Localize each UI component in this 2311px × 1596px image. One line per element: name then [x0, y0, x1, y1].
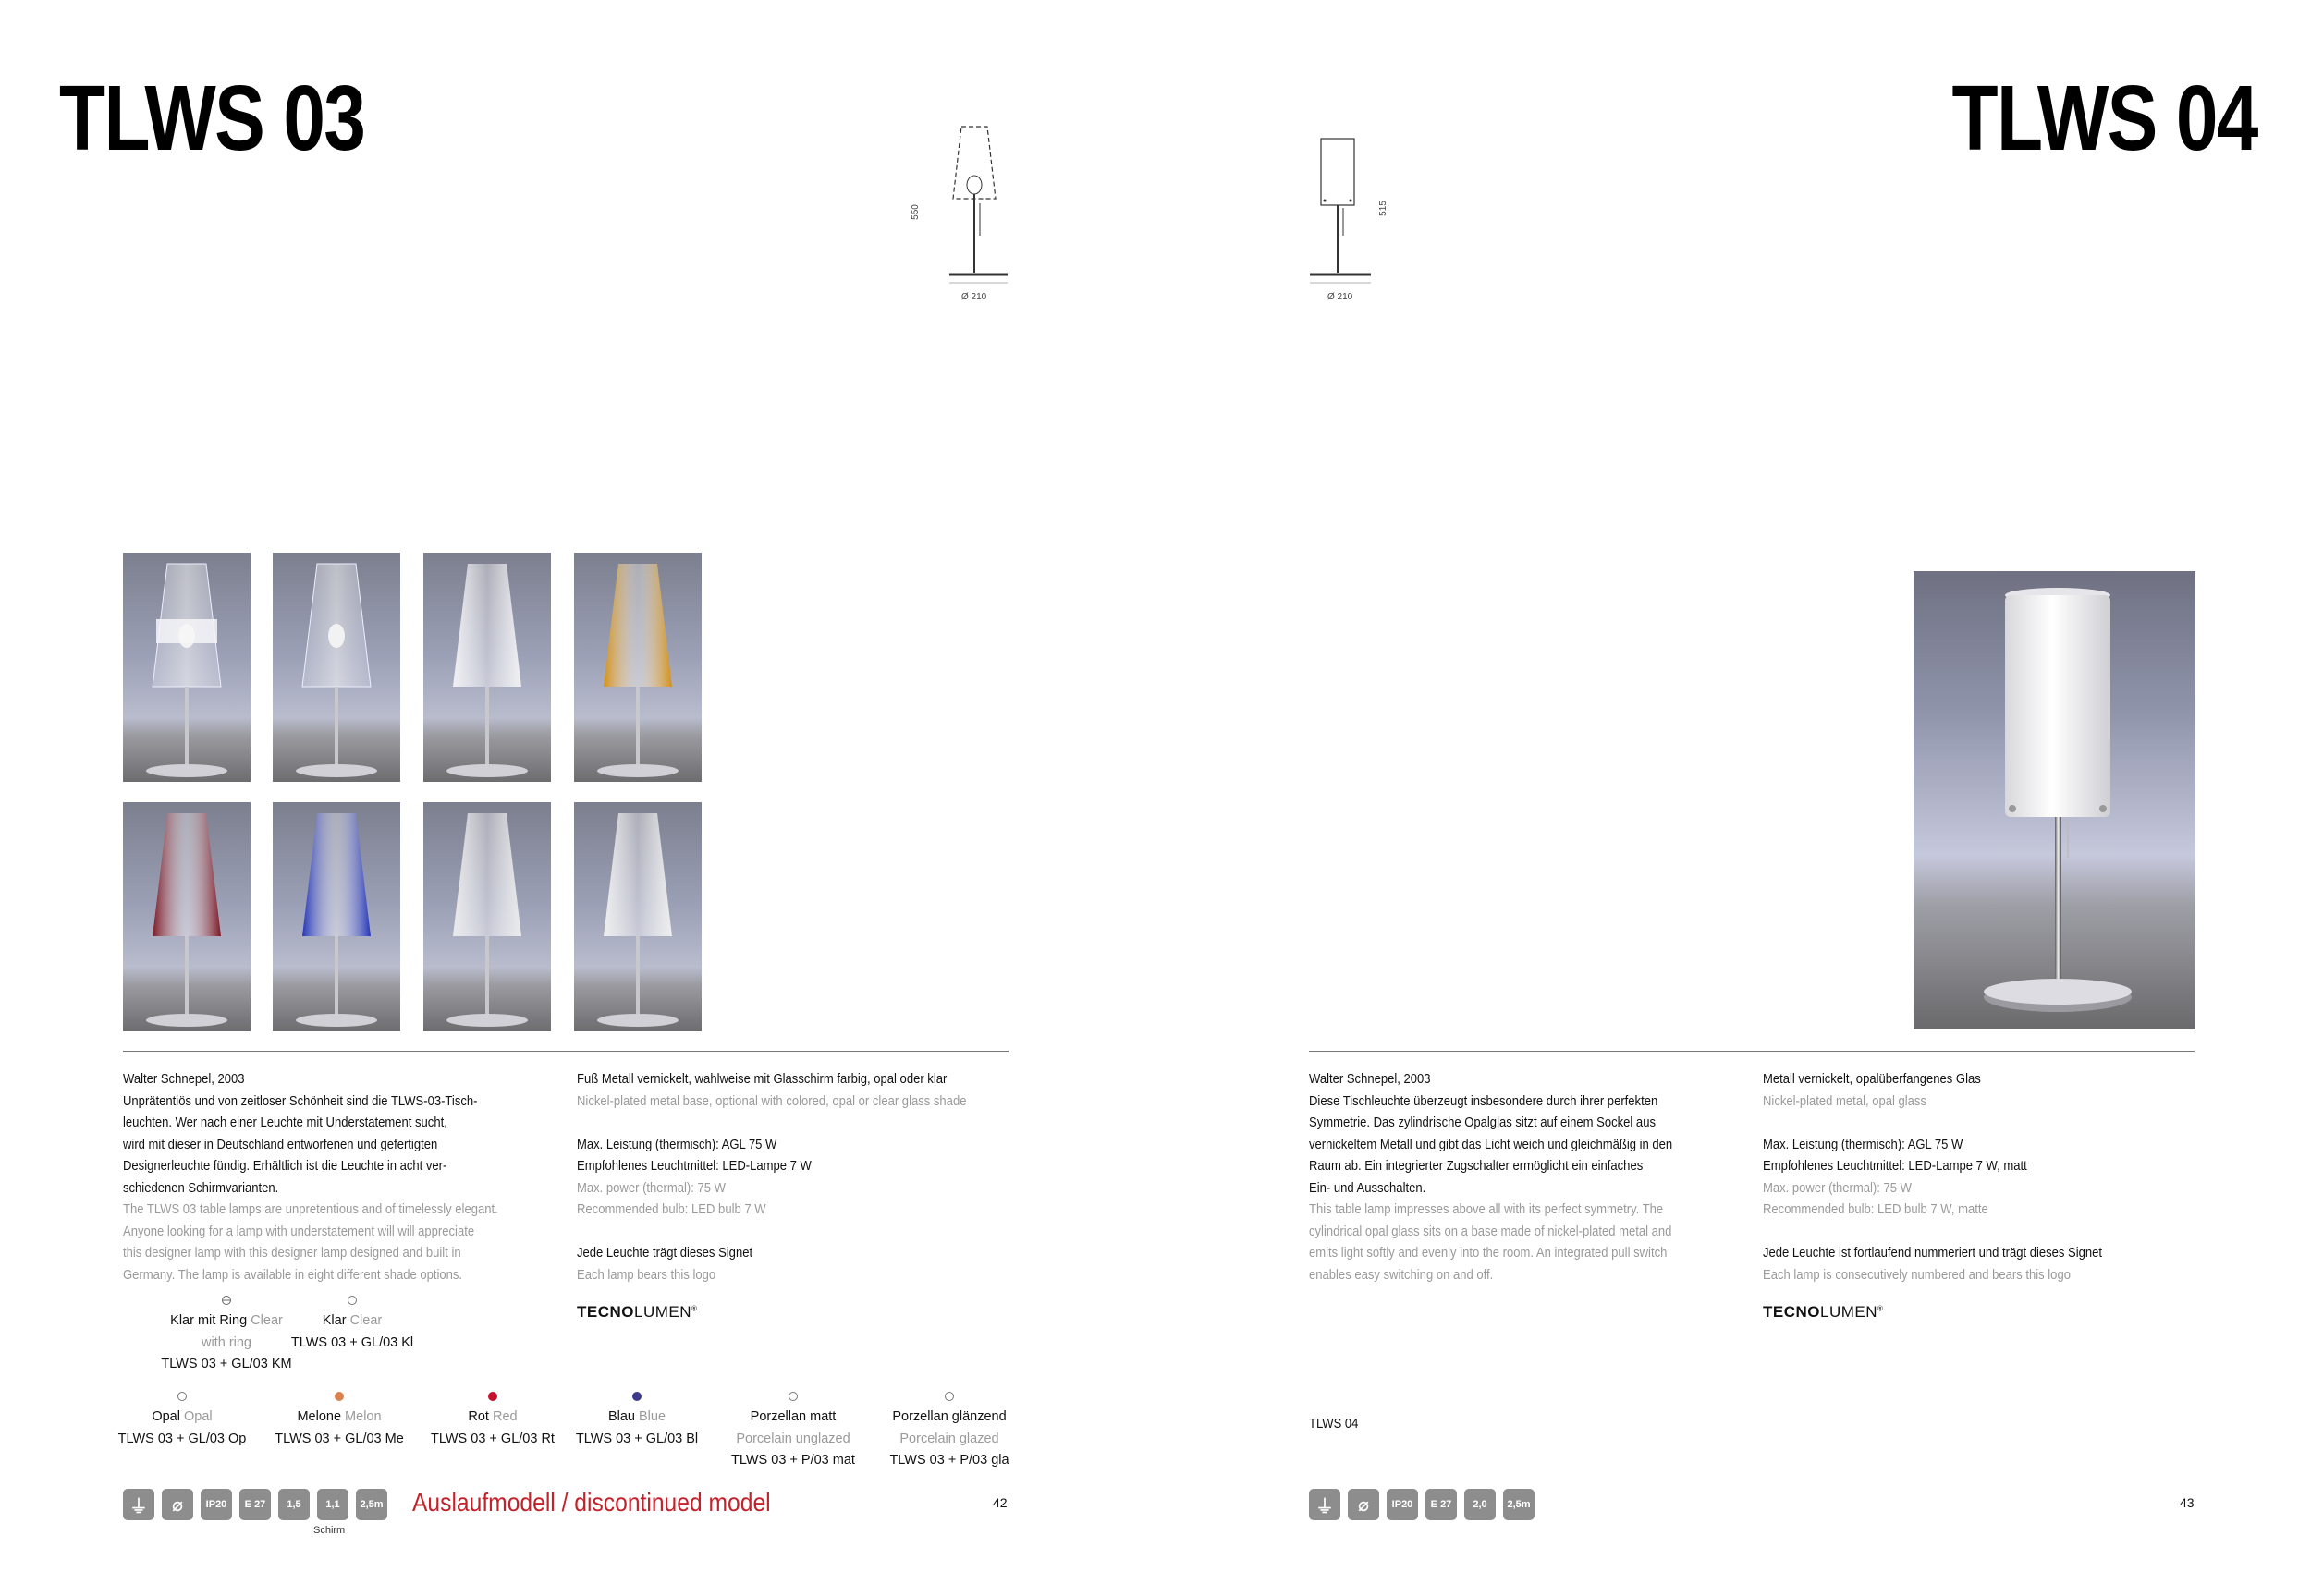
- bulb-en: Recommended bulb: LED bulb 7 W: [577, 1202, 766, 1217]
- tlws03-height-dimension: 550: [910, 204, 921, 220]
- variant-code: TLWS 03 + GL/03 Me: [275, 1431, 404, 1446]
- spec-icon-0: IP20: [201, 1489, 232, 1520]
- variant-name-de: Blau: [607, 1409, 635, 1424]
- power-de: Max. Leistung (thermisch): AGL 75 W: [1763, 1137, 1963, 1152]
- shade-variant-clear-with-ring: [157, 1296, 296, 1376]
- variant-name-en: Porcelain unglazed: [736, 1431, 850, 1446]
- spec-icon-3: 1,1: [317, 1489, 348, 1520]
- variant-name-en: Porcelain glazed: [899, 1431, 999, 1446]
- divider-right: [1309, 1051, 2195, 1052]
- desc-en-line: emits light softly and evenly into the room. An integrated pull switch: [1309, 1246, 1668, 1261]
- shade-thumbnail-porcelain-matt: [423, 802, 551, 1031]
- signet-en: Each lamp bears this logo: [577, 1267, 716, 1283]
- shade-variant-blue: [568, 1392, 706, 1450]
- discontinued-label: Auslaufmodell / discontinued model: [412, 1488, 771, 1517]
- tlws03-specs: [577, 1069, 1009, 1286]
- desc-de-line: wird mit dieser in Deutschland entworfenen und gefertigten: [123, 1137, 438, 1152]
- desc-en-line: this designer lamp with this designer lamp designed and built in: [123, 1246, 461, 1261]
- logo-light: LUMEN: [634, 1303, 692, 1321]
- spec-de: Metall vernickelt, opalüberfangenes Glas: [1763, 1072, 1981, 1087]
- page-title-tlws04: TLWS 04: [1951, 67, 2257, 170]
- table-lamp-illustration: [123, 553, 251, 782]
- shade-thumbnail-blue: [273, 802, 400, 1031]
- variant-code: TLWS 03 + GL/03 Bl: [575, 1431, 699, 1446]
- variant-name-en: Red: [493, 1409, 518, 1424]
- spec-en: Nickel-plated metal base, optional with colored, opal or clear glass shade: [577, 1093, 967, 1109]
- tlws03-description: [123, 1069, 572, 1286]
- logo-bold: TECNO: [577, 1303, 634, 1321]
- spec-icon-1: E 27: [1425, 1489, 1457, 1520]
- desc-en-line: Germany. The lamp is available in eight different shade options.: [123, 1267, 463, 1283]
- variant-name-de: Klar: [322, 1313, 347, 1328]
- shade-variant-porcelain-unglazed: [724, 1392, 862, 1472]
- variant-name-de: Melone: [297, 1409, 342, 1424]
- desc-en-line: This table lamp impresses above all with its perfect symmetry. The: [1309, 1202, 1664, 1217]
- spec-icon-0: IP20: [1387, 1489, 1418, 1520]
- variant-name-en: Clear with ring: [202, 1313, 283, 1350]
- tlws04-product-photo: [1914, 571, 2195, 1029]
- variant-code: TLWS 03 + P/03 gla: [889, 1453, 1009, 1468]
- color-dot-icon: [945, 1392, 954, 1401]
- desc-de-line: vernickeltem Metall und gibt das Licht weich und gleichmäßig in den: [1309, 1137, 1673, 1152]
- shade-variant-porcelain-glazed: [880, 1392, 1019, 1472]
- shade-variant-red: [423, 1392, 562, 1450]
- table-lamp-illustration: [123, 802, 251, 1031]
- tlws04-height-dimension: 515: [1377, 201, 1388, 216]
- variant-name-de: Opal: [152, 1409, 180, 1424]
- variant-code: TLWS 03 + P/03 mat: [731, 1453, 855, 1468]
- color-dot-icon: [789, 1392, 798, 1401]
- color-dot-icon: [177, 1392, 187, 1401]
- variant-name-en: Clear: [349, 1313, 383, 1328]
- spec-icon-3: 2,5m: [1503, 1489, 1535, 1520]
- signet-en: Each lamp is consecutively numbered and bears this logo: [1763, 1267, 2071, 1283]
- page-title-tlws03: TLWS 03: [59, 67, 365, 170]
- desc-en-line: The TLWS 03 table lamps are unpretentious and of timelessly elegant.: [123, 1202, 498, 1217]
- tlws04-specs: [1763, 1069, 2195, 1286]
- shade-variant-clear: [283, 1296, 422, 1354]
- table-lamp-illustration: [273, 553, 400, 782]
- logo-light: LUMEN: [1820, 1303, 1878, 1321]
- tlws04-model-code: TLWS 04: [1309, 1417, 1359, 1432]
- tecnolumen-logo: [577, 1303, 697, 1322]
- variant-code: TLWS 03 + GL/03 KM: [161, 1357, 292, 1371]
- no-dimmer-icon: ⌀: [1348, 1489, 1379, 1520]
- desc-de-line: schiedenen Schirmvarianten.: [123, 1180, 279, 1196]
- spec-icon-4: 2,5m: [356, 1489, 387, 1520]
- variant-code: TLWS 03 + GL/03 Op: [117, 1431, 247, 1446]
- protection-class-icon: ⏚: [1309, 1489, 1340, 1520]
- color-dot-icon: [488, 1392, 497, 1401]
- color-dot-icon: [222, 1296, 231, 1305]
- logo-bold: TECNO: [1763, 1303, 1820, 1321]
- desc-de-line: Raum ab. Ein integrierter Zugschalter ermöglicht ein einfaches: [1309, 1159, 1644, 1174]
- variant-name-de: Porzellan matt: [750, 1409, 837, 1424]
- tlws03-designer: Walter Schnepel, 2003: [123, 1072, 245, 1087]
- divider-left: [123, 1051, 1009, 1052]
- desc-de-line: Unprätentiös und von zeitloser Schönheit sind die TLWS-03-Tisch-: [123, 1093, 478, 1109]
- power-en: Max. power (thermal): 75 W: [1763, 1180, 1913, 1196]
- tlws04-diameter-dimension: Ø 210: [1327, 292, 1353, 302]
- variant-code: TLWS 03 + GL/03 Kl: [290, 1334, 414, 1350]
- table-lamp-illustration: [423, 802, 551, 1031]
- table-lamp-illustration: [574, 802, 702, 1031]
- tlws03-diameter-dimension: Ø 210: [961, 292, 987, 302]
- variant-name-de: Rot: [468, 1409, 489, 1424]
- table-lamp-illustration: [574, 553, 702, 782]
- desc-de-line: Symmetrie. Das zylindrische Opalglas sitzt auf einem Sockel aus: [1309, 1115, 1656, 1130]
- shade-thumbnail-red: [123, 802, 251, 1031]
- color-dot-icon: [348, 1296, 357, 1305]
- spec-icon-1: E 27: [239, 1489, 271, 1520]
- signet-de: Jede Leuchte trägt dieses Signet: [577, 1246, 753, 1261]
- desc-de-line: Diese Tischleuchte überzeugt insbesondere durch ihrer perfekten: [1309, 1093, 1658, 1109]
- desc-en-line: Anyone looking for a lamp with understatement will will appreciate: [123, 1224, 475, 1239]
- spec-de: Fuß Metall vernickelt, wahlweise mit Glasschirm farbig, opal oder klar: [577, 1072, 948, 1087]
- shade-thumbnail-clear: [273, 553, 400, 782]
- spec-icon-2: 1,5: [278, 1489, 310, 1520]
- desc-de-line: Designerleuchte fündig. Erhältlich ist die Leuchte in acht ver-: [123, 1159, 447, 1174]
- tlws04-description: [1309, 1069, 1758, 1286]
- icon-caption-schirm: Schirm: [313, 1525, 346, 1536]
- variant-name-en: Blue: [639, 1409, 666, 1424]
- power-de: Max. Leistung (thermisch): AGL 75 W: [577, 1137, 777, 1152]
- spec-en: Nickel-plated metal, opal glass: [1763, 1093, 1926, 1109]
- shade-thumbnail-opal: [423, 553, 551, 782]
- desc-de-line: Ein- und Ausschalten.: [1309, 1180, 1426, 1196]
- desc-de-line: leuchten. Wer nach einer Leuchte mit Understatement sucht,: [123, 1115, 447, 1130]
- logo-reg: ®: [1877, 1304, 1884, 1313]
- tlws04-lamp-illustration: [1914, 571, 2195, 1029]
- variant-name-en: Opal: [184, 1409, 213, 1424]
- color-dot-icon: [335, 1392, 344, 1401]
- desc-en-line: enables easy switching on and off.: [1309, 1267, 1494, 1283]
- tlws03-technical-drawing: [911, 120, 1040, 314]
- signet-de: Jede Leuchte ist fortlaufend nummeriert und trägt dieses Signet: [1763, 1246, 2103, 1261]
- shade-thumbnail-melon: [574, 553, 702, 782]
- bulb-de: Empfohlenes Leuchtmittel: LED-Lampe 7 W: [577, 1159, 812, 1174]
- shade-thumbnail-clear-with-ring: [123, 553, 251, 782]
- shade-thumbnail-porcelain-glazed: [574, 802, 702, 1031]
- page-number-left: 42: [993, 1495, 1008, 1510]
- protection-class-icon: ⏚: [123, 1489, 154, 1520]
- tecnolumen-logo: [1763, 1303, 1883, 1322]
- tlws04-designer: Walter Schnepel, 2003: [1309, 1072, 1431, 1087]
- variant-code: TLWS 03 + GL/03 Rt: [431, 1431, 555, 1446]
- bulb-en: Recommended bulb: LED bulb 7 W, matte: [1763, 1202, 1988, 1217]
- shade-variant-opal: [113, 1392, 251, 1450]
- desc-en-line: cylindrical opal glass sits on a base made of nickel-plated metal and: [1309, 1224, 1672, 1239]
- power-en: Max. power (thermal): 75 W: [577, 1180, 727, 1196]
- color-dot-icon: [632, 1392, 642, 1401]
- shade-variant-melon: [270, 1392, 409, 1450]
- logo-reg: ®: [691, 1304, 698, 1313]
- bulb-de: Empfohlenes Leuchtmittel: LED-Lampe 7 W, matt: [1763, 1159, 2027, 1174]
- table-lamp-illustration: [273, 802, 400, 1031]
- no-dimmer-icon: ⌀: [162, 1489, 193, 1520]
- table-lamp-illustration: [423, 553, 551, 782]
- variant-name-de: Klar mit Ring: [170, 1313, 248, 1328]
- spec-icon-2: 2,0: [1464, 1489, 1496, 1520]
- page-number-right: 43: [2180, 1495, 2195, 1510]
- variant-name-en: Melon: [345, 1409, 382, 1424]
- variant-name-de: Porzellan glänzend: [892, 1409, 1007, 1424]
